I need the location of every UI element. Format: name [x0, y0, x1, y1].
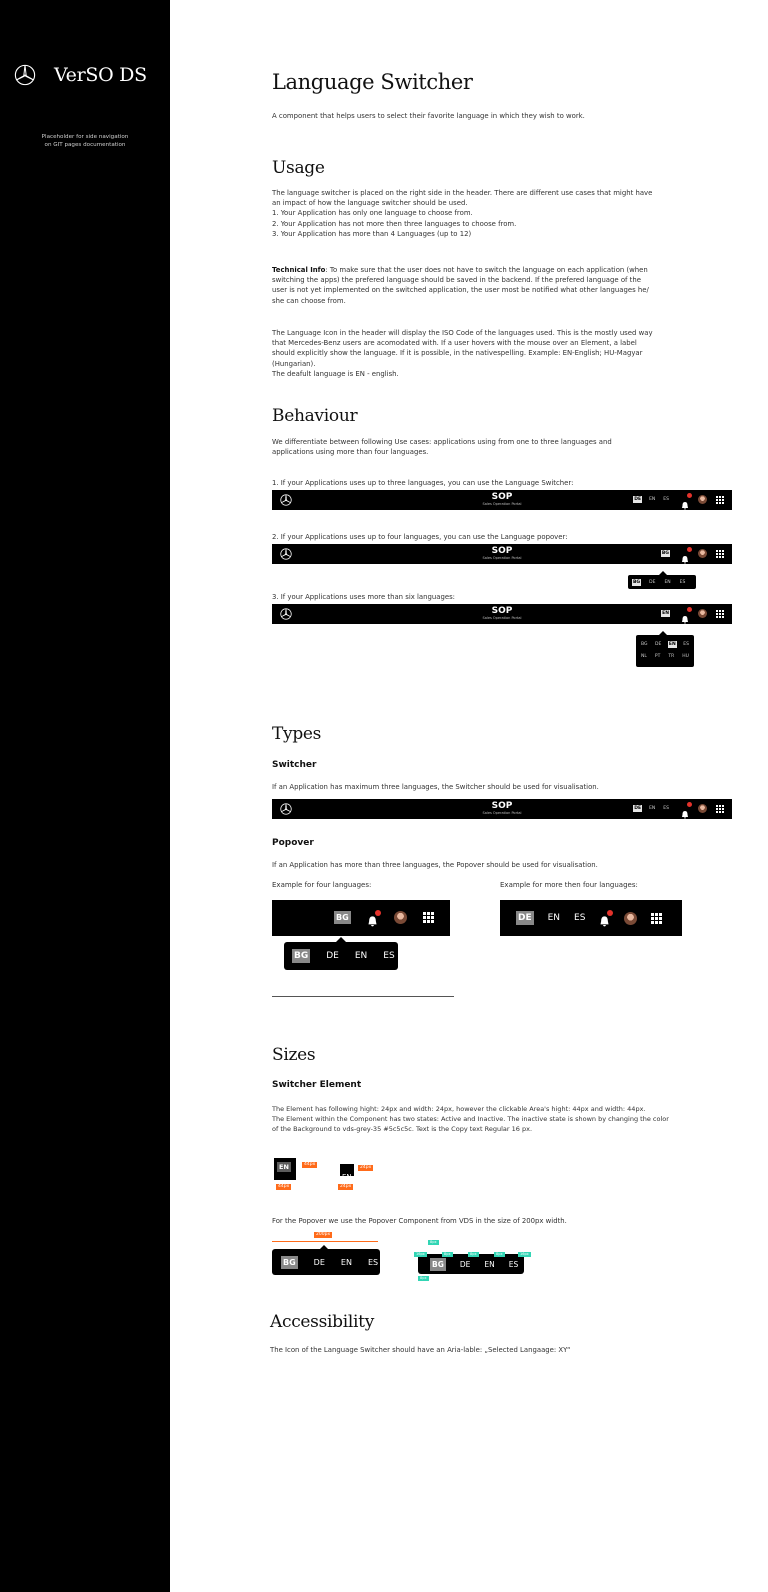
- avatar[interactable]: [394, 911, 407, 924]
- example-four-controls: [334, 911, 434, 924]
- popover-row: [272, 1249, 380, 1275]
- notification-badge: [607, 910, 613, 916]
- header-bar-switcher-type: [272, 799, 732, 819]
- text-line: should explicitly show the language. If it is possible, in the nativespelling. Example: EN-English; HU-Magyar: [272, 349, 643, 358]
- language-option-en[interactable]: EN: [668, 642, 676, 647]
- language-option-es[interactable]: ES: [508, 1259, 519, 1269]
- text-line: that Mercedes-Benz users are acomodated with. If a user hovers with the mouse over an Element, a label: [272, 339, 637, 348]
- text-line: The Element within the Component has two states: Active and Inactive. The inactive state is shown by changing the color: [272, 1115, 669, 1124]
- language-option-bg[interactable]: BG: [641, 642, 648, 647]
- language-option-de[interactable]: DE: [649, 579, 656, 585]
- language-option-en[interactable]: EN: [279, 1163, 289, 1171]
- popover-size-text: For the Popover we use the Popover Component from VDS in the size of 200px width.: [272, 1217, 567, 1225]
- language-option-en[interactable]: EN: [354, 951, 368, 961]
- popover-size-example: [272, 1249, 380, 1275]
- popover-row: [418, 1254, 524, 1274]
- behaviour-case-2: 2. If your Applications uses up to four languages, you can use the Language popover:: [272, 533, 568, 541]
- notification-badge: [375, 910, 381, 916]
- brand-title: VerSO DS: [54, 64, 147, 86]
- app-name: SOP: [491, 546, 513, 556]
- bell-icon[interactable]: [367, 912, 378, 924]
- spacing-label: 8px: [470, 1252, 477, 1256]
- language-switcher: [633, 496, 670, 503]
- header-icons: [681, 495, 724, 504]
- usage-text: [272, 188, 732, 239]
- text-line: 2. Your Application has not more then three languages to choose from.: [272, 219, 517, 228]
- behaviour-heading: Behaviour: [272, 406, 358, 426]
- sizes-text: [272, 1104, 742, 1135]
- text-line: applications using more than four languages.: [272, 448, 429, 457]
- text-line: The Language Icon in the header will display the ISO Code of the languages used. This is the mostly used way: [272, 329, 653, 337]
- language-option-hu[interactable]: HU: [682, 654, 689, 659]
- side-nav-placeholder: [0, 133, 170, 149]
- language-option-de[interactable]: DE: [655, 642, 662, 647]
- avatar[interactable]: [698, 495, 707, 504]
- language-option-bg[interactable]: BG: [661, 551, 669, 556]
- spacing-label: 16px: [520, 1252, 529, 1256]
- side-navigation: [0, 0, 170, 1592]
- popover-heading: Popover: [272, 838, 314, 848]
- language-switcher: [633, 805, 670, 812]
- spacing-label: 8px: [496, 1252, 503, 1256]
- spacing-label: 8px: [444, 1252, 451, 1256]
- text-line: : To make sure that the user does not have to switch the language on each application (when: [325, 266, 648, 274]
- language-option-en[interactable]: EN: [342, 1173, 352, 1181]
- popover-spacing-example: [418, 1254, 524, 1274]
- popover-row: [632, 575, 692, 589]
- iso-info: [272, 328, 732, 379]
- header-bar-popover-four: [272, 544, 732, 564]
- app-subtitle: Sales Operation Portal: [482, 811, 522, 815]
- behaviour-intro: [272, 437, 732, 457]
- popover-row: [640, 639, 690, 650]
- text-line: of the Background to vds-grey-35 #5c5c5c. Text is the Copy text Regular 16 px.: [272, 1125, 533, 1134]
- example-more-controls: [516, 911, 662, 925]
- language-option-bg[interactable]: BG: [633, 579, 641, 585]
- app-subtitle: Sales Operation Portal: [482, 616, 522, 620]
- language-option-bg[interactable]: BG: [294, 951, 309, 961]
- avatar[interactable]: [698, 609, 707, 618]
- types-heading: Types: [272, 724, 322, 744]
- side-note-line: on GIT pages documentation: [44, 142, 126, 148]
- language-option-de[interactable]: DE: [326, 951, 339, 961]
- header-icons: [681, 549, 724, 558]
- text-line: The Element has following hight: 24px and width: 24px, however the clickable Area's hight: 44px and width: 44px.: [272, 1105, 646, 1113]
- notification-badge: [687, 607, 692, 612]
- language-option-es[interactable]: ES: [383, 951, 395, 961]
- page-intro: A component that helps users to select their favorite language in which they wish to work.: [272, 112, 585, 120]
- language-option-en[interactable]: EN: [662, 611, 669, 616]
- clickable-area-example: [274, 1158, 296, 1180]
- text-line: We differentiate between following Use cases: applications using from one to three languages and: [272, 438, 612, 446]
- dimension-label: 24px: [340, 1184, 352, 1189]
- popover-row: [284, 942, 398, 970]
- popover-row: [640, 650, 690, 663]
- bell-icon[interactable]: [681, 495, 689, 504]
- language-option-en[interactable]: EN: [547, 913, 561, 923]
- text-line: The language switcher is placed on the right side in the header. There are different use cases that might have: [272, 189, 653, 197]
- example-four-header: [272, 900, 450, 936]
- language-option-en[interactable]: EN: [664, 579, 671, 585]
- usage-heading: Usage: [272, 158, 325, 178]
- header-icons: [681, 609, 724, 618]
- spacing-label: 16px: [416, 1252, 425, 1256]
- popover-text: If an Application has more than three languages, the Popover should be used for visualisation.: [272, 861, 598, 869]
- brand[interactable]: [14, 64, 147, 86]
- app-subtitle: Sales Operation Portal: [482, 502, 522, 506]
- divider: [272, 996, 454, 997]
- language-option-de[interactable]: DE: [518, 913, 532, 923]
- switcher-heading: Switcher: [272, 760, 317, 770]
- bell-icon[interactable]: [681, 804, 689, 813]
- example-four-popover: [284, 942, 398, 970]
- spacing-label: 8px: [430, 1240, 437, 1244]
- switcher-text: If an Application has maximum three languages, the Switcher should be used for visualisation.: [272, 783, 599, 791]
- language-option-bg[interactable]: BG: [432, 1259, 444, 1269]
- language-option-de[interactable]: DE: [634, 806, 642, 811]
- text-line: The deafult language is EN - english.: [272, 369, 399, 378]
- accessibility-heading: Accessibility: [270, 1312, 374, 1332]
- language-option-es[interactable]: ES: [574, 913, 586, 923]
- language-option-bg[interactable]: BG: [336, 913, 349, 922]
- avatar[interactable]: [698, 549, 707, 558]
- header-icons: [681, 804, 724, 813]
- example-more-header: [500, 900, 682, 936]
- header-bar-switcher: [272, 490, 732, 510]
- text-line: user is not yet implemented on the switched application, the user most be notified what other languages he/: [272, 286, 649, 295]
- language-popover-trigger: [661, 550, 670, 557]
- language-popover-trigger: [661, 610, 670, 617]
- text-line: she can choose from.: [272, 296, 346, 305]
- language-option-tr[interactable]: TR: [668, 654, 675, 659]
- accessibility-text: The Icon of the Language Switcher should have an Aria-lable: „Selected Langaage: XY“: [270, 1346, 571, 1354]
- technical-info: [272, 265, 732, 306]
- language-option-en[interactable]: EN: [649, 497, 656, 502]
- language-popover-four: [628, 575, 696, 589]
- header-bar-popover-many: [272, 604, 732, 624]
- language-option-en[interactable]: EN: [340, 1257, 352, 1267]
- language-option-pt[interactable]: PT: [654, 654, 661, 659]
- language-option-nl[interactable]: NL: [641, 654, 647, 659]
- dimension-label: 200px: [316, 1232, 331, 1237]
- dimension-label: 44px: [278, 1184, 290, 1189]
- side-note-line: Placeholder for side navigation: [41, 134, 129, 140]
- bell-icon[interactable]: [599, 912, 610, 924]
- language-option-es[interactable]: ES: [663, 806, 669, 811]
- app-name: SOP: [491, 606, 513, 616]
- text-line: 1. Your Application has only one language to choose from.: [272, 209, 473, 218]
- language-option-es[interactable]: ES: [679, 579, 686, 585]
- bell-icon[interactable]: [681, 609, 689, 618]
- switcher-element-heading: Switcher Element: [272, 1080, 362, 1090]
- width-indicator-line: [272, 1241, 378, 1242]
- example-four-label: Example for four languages:: [272, 881, 372, 889]
- text-line: switching the apps) the prefered language should be saved in the backend. If the prefered language of the: [272, 276, 641, 285]
- apps-grid-icon[interactable]: [716, 496, 724, 504]
- mercedes-star-icon: [14, 64, 36, 86]
- notification-badge: [687, 547, 692, 552]
- dimension-label: 44px: [304, 1162, 316, 1167]
- language-option-en[interactable]: EN: [484, 1259, 495, 1269]
- apps-grid-icon[interactable]: [651, 913, 662, 924]
- app-name: SOP: [491, 492, 513, 502]
- page-title: Language Switcher: [272, 70, 473, 94]
- text-line: (Hungarian).: [272, 359, 316, 368]
- sizes-heading: Sizes: [272, 1045, 316, 1065]
- apps-grid-icon[interactable]: [423, 912, 434, 923]
- element-size-example: [340, 1164, 354, 1181]
- notification-badge: [687, 493, 692, 498]
- language-popover-many: [636, 635, 694, 667]
- behaviour-case-3: 3. If your Applications uses more than six languages:: [272, 593, 456, 601]
- language-option-es[interactable]: ES: [367, 1257, 379, 1267]
- text-line: an impact of how the language switcher should be used.: [272, 199, 468, 208]
- example-more-label: Example for more then four languages:: [500, 881, 638, 889]
- language-option-de[interactable]: DE: [634, 497, 642, 502]
- app-name: SOP: [491, 801, 513, 811]
- technical-info-label: Technical Info: [272, 266, 326, 274]
- app-subtitle: Sales Operation Portal: [482, 556, 522, 560]
- spacing-label: 8px: [420, 1276, 427, 1280]
- language-option-de[interactable]: DE: [459, 1259, 471, 1269]
- language-option-de[interactable]: DE: [313, 1257, 325, 1267]
- behaviour-case-1: 1. If your Applications uses up to three languages, you can use the Language Switcher:: [272, 479, 574, 487]
- avatar[interactable]: [624, 912, 637, 925]
- language-option-bg[interactable]: BG: [283, 1257, 296, 1267]
- notification-badge: [687, 802, 692, 807]
- language-option-en[interactable]: EN: [649, 806, 656, 811]
- apps-grid-icon[interactable]: [716, 805, 724, 813]
- language-option-es[interactable]: ES: [683, 642, 689, 647]
- bell-icon[interactable]: [681, 549, 689, 558]
- language-option-es[interactable]: ES: [663, 497, 669, 502]
- text-line: 3. Your Application has more than 4 Languages (up to 12): [272, 229, 472, 238]
- apps-grid-icon[interactable]: [716, 610, 724, 618]
- apps-grid-icon[interactable]: [716, 550, 724, 558]
- avatar[interactable]: [698, 804, 707, 813]
- dimension-label: 24px: [360, 1165, 372, 1170]
